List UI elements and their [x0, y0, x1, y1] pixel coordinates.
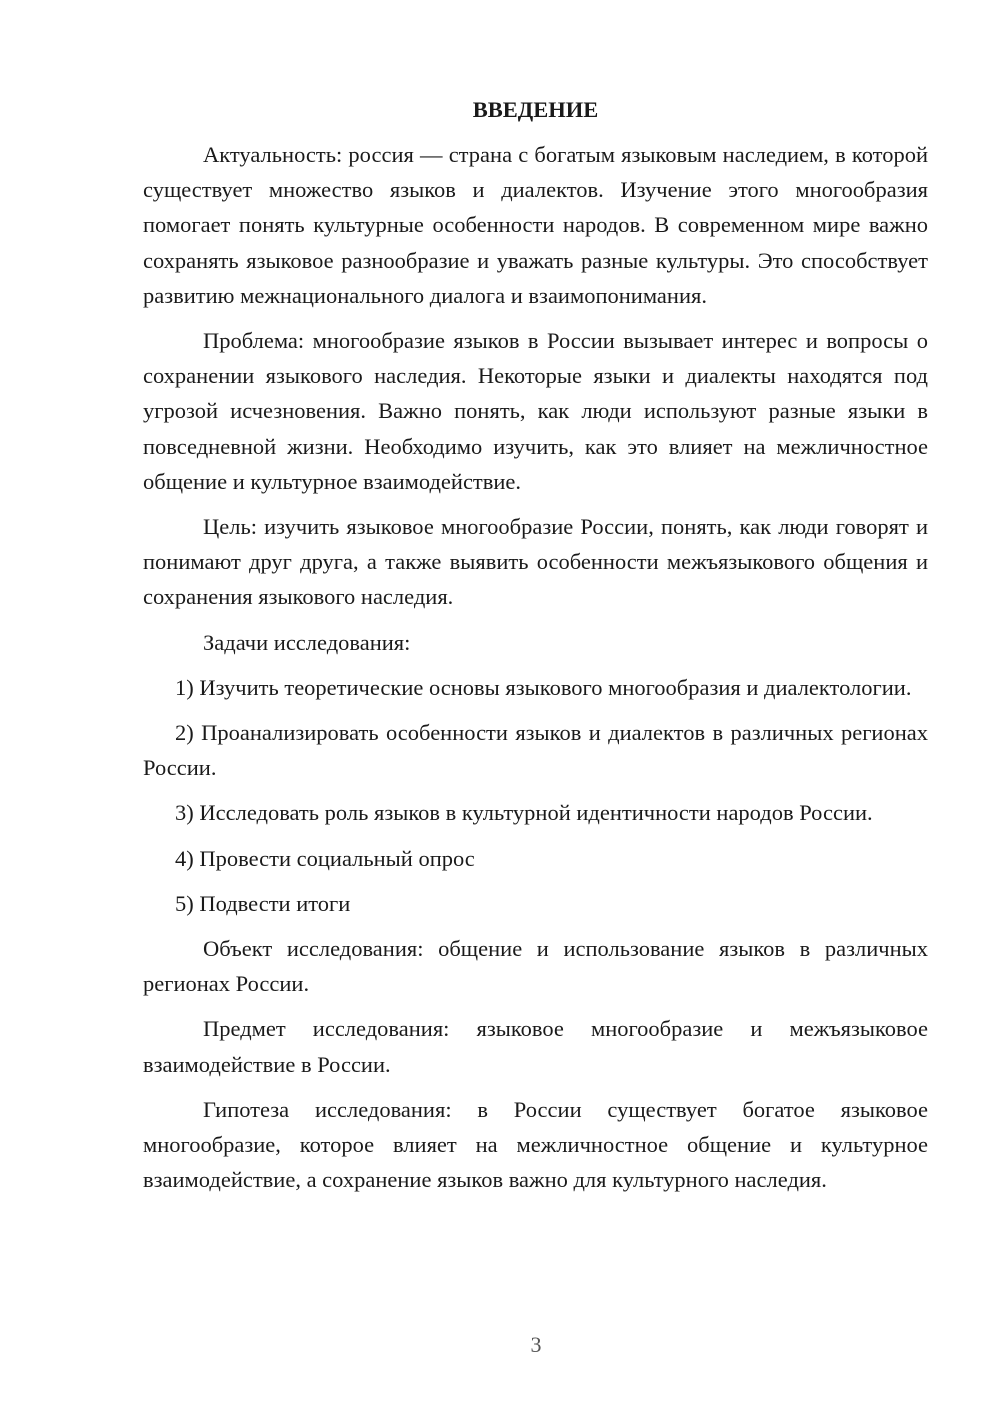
task-item-4: 4) Провести социальный опрос — [175, 845, 475, 871]
paragraph-subject: Предмет исследования: языковое многообразие и межъязыковое взаимодействие в России. — [143, 1016, 928, 1077]
paragraph-problem: Проблема: многообразие языков в России вызывает интерес и вопросы о сохранении языкового наследия. Некоторые языки и диалекты находятся под угрозой исчезновения. Важно понять, как люди используют разные языки в повседневной жизни. Необходимо изучить, как это влияет на межличностное общение и культурное взаимодействие. — [143, 328, 928, 494]
paragraph-hypothesis: Гипотеза исследования: в России существует богатое языковое многообразие, которое влияет на межличностное общение и культурное взаимодействие, а сохранение языков важно для культурного наследия. — [143, 1096, 928, 1193]
task-item-1: 1) Изучить теоретические основы языкового многообразия и диалектологии. — [175, 674, 912, 700]
page-number: 3 — [530, 1332, 542, 1357]
task-item-5: 5) Подвести итоги — [175, 890, 351, 916]
task-item-2: 2) Проанализировать особенности языков и диалектов в различных регионах России. — [143, 720, 928, 781]
section-title: ВВЕДЕНИЕ — [472, 97, 599, 122]
paragraph-tasks-heading: Задачи исследования: — [203, 629, 411, 655]
page-content — [143, 92, 928, 1207]
paragraph-relevance: Актуальность: россия — страна с богатым языковым наследием, в которой существует множество языков и диалектов. Изучение этого многообразия помогает понять культурные особенности народов. В современном мире важно сохранять языковое разнообразие и уважать разные культуры. Это способствует развитию межнационального диалога и взаимопонимания. — [143, 142, 928, 308]
paragraph-object: Объект исследования: общение и использование языков в различных регионах России. — [143, 936, 928, 997]
task-item-3: 3) Исследовать роль языков в культурной идентичности народов России. — [175, 800, 873, 826]
paragraph-goal: Цель: изучить языковое многообразие России, понять, как люди говорят и понимают друг друга, а также выявить особенности межъязыкового общения и сохранения языкового наследия. — [143, 514, 928, 610]
